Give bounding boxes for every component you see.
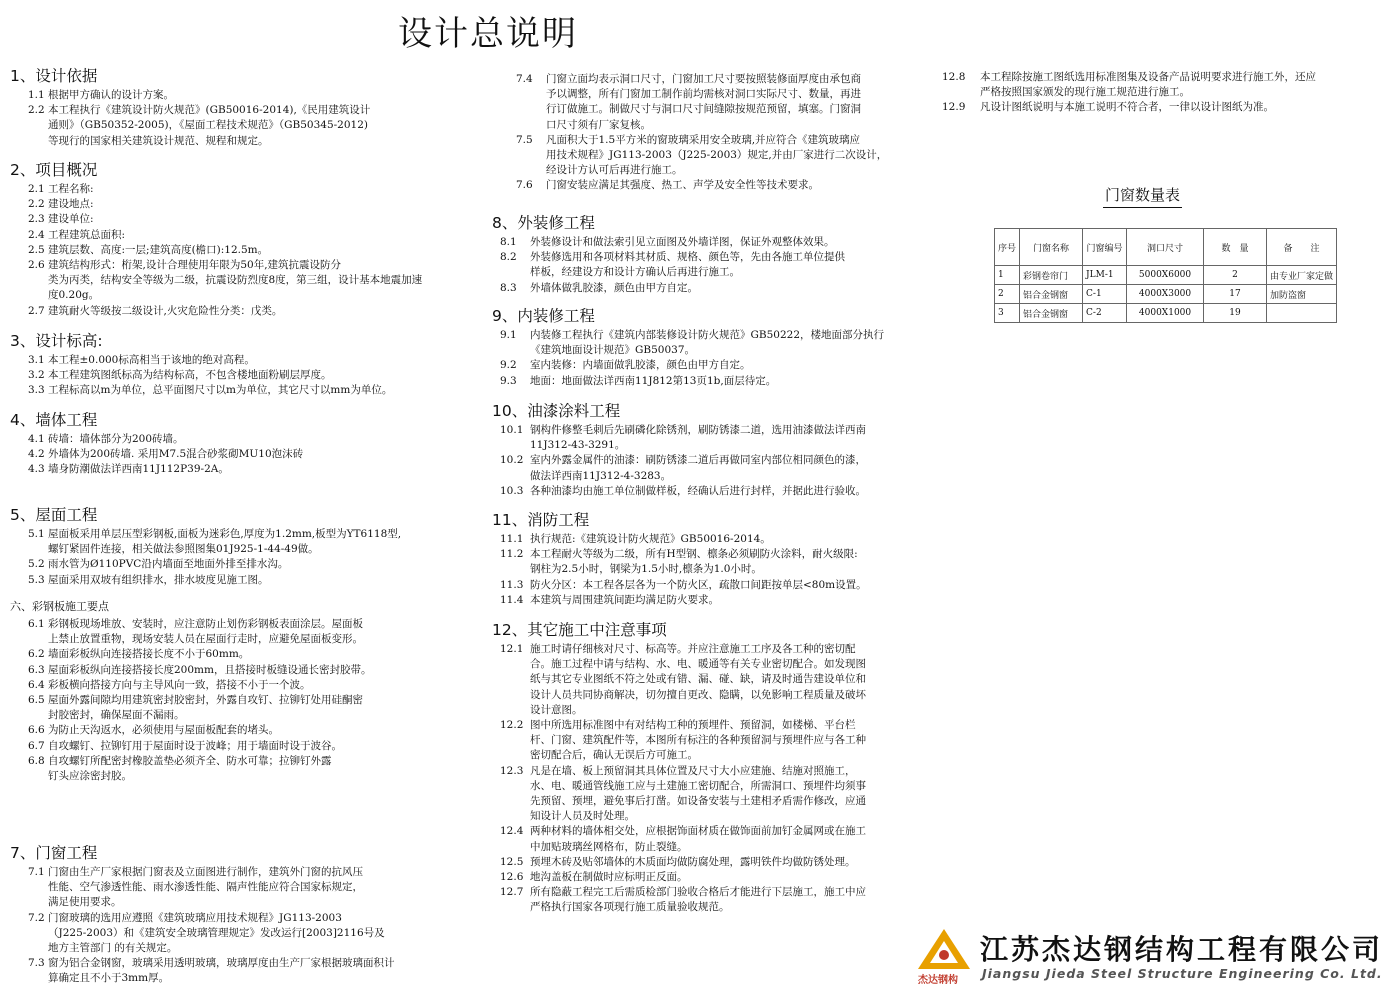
section-heading: 5、屋面工程: [10, 506, 98, 524]
item-text: 算确定且不小于3mm厚。: [48, 972, 170, 985]
section: [10, 66, 370, 149]
item-text: 口尺寸须有厂家复核。: [546, 118, 651, 131]
item-number: 2.1: [28, 183, 45, 195]
spec-item: [492, 824, 866, 854]
table-cell: 17: [1204, 285, 1267, 304]
section: [492, 213, 845, 296]
item-text: 屋面采用双坡有组织排水，排水坡度见施工图。: [48, 573, 269, 586]
item-text: 屋面板采用单层压型彩钢板,面板为迷彩色,厚度为1.2mm,板型为YT6118型,: [48, 528, 402, 540]
spec-item: [10, 368, 392, 383]
section-heading: 4、墙体工程: [10, 411, 98, 429]
item-number: 10.3: [500, 484, 524, 497]
table-cell: 2: [1204, 266, 1267, 285]
item-text: 外墙体做乳胶漆，颜色由甲方自定。: [530, 281, 698, 294]
spec-item: [10, 527, 401, 557]
item-text: 地方主管部门 的有关规定。: [48, 942, 178, 955]
section: [492, 306, 884, 389]
item-number: 10.2: [500, 454, 524, 467]
table-cell: 2: [995, 285, 1020, 304]
item-text: 两种材料的墙体相交处，应根据饰面材质在做饰面前加钉金属网或在施工: [530, 825, 866, 838]
item-number: 2.4: [28, 228, 45, 241]
table-row: [995, 285, 1337, 304]
item-number: 12.4: [500, 825, 524, 838]
section-heading: 9、内装修工程: [492, 307, 595, 325]
item-text: 屋面外露间隙均用建筑密封胶密封，外露自攻钉、拉铆钉处用硅酮密: [48, 694, 363, 707]
item-text: 门窗安装应满足其强度、热工、声学及安全性等技术要求。: [546, 179, 819, 192]
item-text: 经设计方认可后再进行施工。: [546, 164, 683, 177]
table-row: [995, 304, 1337, 323]
spec-item: [492, 532, 867, 547]
item-text: 本工程建筑图纸标高为结构标高，不包含楼地面粉刷层厚度。: [48, 369, 332, 382]
table-cell: 加防盗窗: [1267, 285, 1337, 304]
spec-item: [492, 593, 867, 608]
item-text: 为防止天沟返水，必须使用与屋面板配套的堵头。: [48, 724, 279, 737]
item-text: 室内外露金属件的油漆：刷防锈漆二道后再做同室内部位相同颜色的漆，: [530, 454, 866, 467]
item-text: 行订做施工。制做尺寸与洞口尺寸间缝隙按规范预留，填塞。门窗洞: [546, 103, 861, 116]
spec-item: [10, 663, 371, 678]
spec-item: [10, 911, 395, 957]
item-text: 自攻螺钉、拉铆钉用于屋面时设于波峰；用于墙面时设于波谷。: [48, 739, 342, 752]
spec-item: [10, 956, 395, 986]
item-text: 凡是在墙、板上预留洞其具体位置及尺寸大小应建施、结施对照施工，: [530, 764, 856, 777]
item-text: 知设计人员及时处理。: [530, 810, 635, 823]
item-number: 2.6: [28, 259, 45, 272]
item-text: 性能、空气渗透性能、雨水渗透性能、隔声性能应符合国家标规定，: [48, 881, 363, 894]
spec-item: [508, 133, 887, 179]
spec-item: [492, 281, 845, 296]
item-number: 3.2: [28, 369, 45, 382]
item-number: 12.7: [500, 886, 524, 899]
item-text: 雨水管为Ø110PVC沿内墙面至地面外排至排水沟。: [48, 558, 289, 571]
item-text: 彩钢板现场堆放、安装时，应注意防止划伤彩钢板表面涂层。屋面板: [48, 618, 363, 630]
table-cell: C-2: [1083, 304, 1127, 323]
spec-item: [10, 258, 422, 304]
item-number: 12.9: [942, 101, 966, 114]
item-number: 7.6: [516, 179, 533, 192]
item-text: 先预留、预埋，避免事后打凿。如设备安装与土建相矛盾需作修改，应通: [530, 795, 866, 808]
item-text: 屋面彩板纵向连接搭接长度200mm，且搭接时板缝设通长密封胶带。: [48, 663, 372, 676]
spec-item: [10, 182, 422, 197]
spec-item: [492, 423, 866, 453]
item-number: 11.3: [500, 578, 524, 591]
spec-item: [10, 304, 422, 319]
item-text: 外墙体为200砖墙. 采用M7.5混合砂浆砌MU10泡沫砖: [48, 448, 304, 461]
spec-item: [10, 197, 422, 212]
item-number: 10.1: [500, 424, 524, 436]
item-text: 建筑结构形式：桁架,设计合理使用年限为50年,建筑抗震设防分: [48, 259, 342, 272]
item-text: 通则》（GB50352-2005)，《屋面工程技术规范》（GB50345-2012): [48, 119, 368, 132]
item-text: 门窗立面均表示洞口尺寸，门窗加工尺寸要按照装修面厚度由承包商: [546, 73, 861, 85]
item-number: 4.1: [28, 433, 45, 445]
section: [492, 510, 867, 608]
col-header: 数 量: [1204, 229, 1267, 266]
item-text: 门窗玻璃的选用应遵照《建筑玻璃应用技术规程》JG113-2003: [48, 911, 342, 924]
item-text: 执行规范:《建筑设计防火规范》GB50016-2014。: [530, 533, 771, 545]
item-text: 螺钉紧固件连接，相关做法参照图集01J925-1-44-49做。: [48, 543, 319, 556]
item-text: 《建筑地面设计规范》GB50037。: [530, 344, 696, 357]
spec-item: [10, 212, 422, 227]
item-text: 室内装修：内墙面做乳胶漆，颜色由甲方自定。: [530, 359, 751, 372]
item-text: 外装修选用和各项材料其材质、规格、颜色等，先由各施工单位提供: [530, 251, 845, 264]
item-text: 工程名称:: [48, 183, 94, 195]
item-text: 本工程执行《建筑设计防火规范》(GB50016-2014),《民用建筑设计: [48, 104, 371, 117]
section: [10, 331, 392, 399]
col-header: 门窗名称: [1020, 229, 1083, 266]
spec-item: [492, 374, 884, 389]
item-text: 建设单位:: [48, 213, 94, 226]
item-text: 本工程±0.000标高相当于该地的绝对高程。: [48, 354, 255, 366]
item-number: 6.7: [28, 739, 45, 752]
spec-item: [508, 72, 887, 133]
spec-item: [10, 103, 370, 149]
section: [492, 401, 866, 499]
spec-item: [492, 578, 867, 593]
item-number: 11.2: [500, 548, 524, 561]
section: [10, 410, 303, 478]
table-row: [995, 266, 1337, 285]
item-number: 12.6: [500, 871, 524, 884]
item-text: 严格按照国家颁发的现行施工规范进行施工。: [980, 86, 1190, 99]
item-text: 窗为铝合金钢窗，玻璃采用透明玻璃，玻璃厚度由生产厂家根据玻璃面积计: [48, 957, 395, 970]
item-number: 3.1: [28, 354, 45, 366]
col-header: 备 注: [1267, 229, 1337, 266]
item-number: 7.4: [516, 73, 533, 85]
company-name: 江苏杰达钢结构工程有限公司: [980, 933, 1384, 966]
item-text: 外装修设计和做法索引见立面图及外墙详图，保证外观整体效果。: [530, 236, 835, 248]
item-number: 2.7: [28, 304, 45, 317]
spec-item: [10, 432, 303, 447]
item-text: 等现行的国家相关建筑设计规范、规程和规定。: [48, 134, 269, 147]
item-number: 8.3: [500, 281, 517, 294]
spec-item: [492, 764, 866, 825]
item-number: 9.1: [500, 329, 517, 341]
table-cell: [1267, 304, 1337, 323]
spec-item: [10, 573, 401, 588]
item-text: 设计人员共同协商解决，切勿擅自更改、隐瞒，以免影响工程质量及破坏: [530, 688, 866, 701]
table-cell: 1: [995, 266, 1020, 285]
item-text: 钢构件修整毛刺后先刷磷化除锈剂，刷防锈漆二道，选用油漆做法详西南: [530, 424, 866, 436]
door-window-table: [994, 228, 1337, 323]
item-number: 6.4: [28, 678, 45, 691]
item-text: 各种油漆均由施工单位制做样板，经确认后进行封样，并据此进行验收。: [530, 484, 866, 497]
table-cell: 3: [995, 304, 1020, 323]
section-heading: 2、项目概况: [10, 161, 98, 179]
item-text: 墙身防潮做法详西南11J112P39-2A。: [48, 463, 229, 476]
item-text: 门窗由生产厂家根据门窗表及立面图进行制作，建筑外门窗的抗风压: [48, 866, 363, 878]
item-number: 2.5: [28, 243, 45, 256]
item-number: 8.1: [500, 236, 517, 248]
item-number: 7.5: [516, 133, 533, 146]
item-number: 6.8: [28, 754, 45, 767]
item-text: 中加贴玻璃丝网格布，防止裂缝。: [530, 840, 688, 853]
item-text: 彩板横向搭接方向与主导风向一致，搭接不小于一个波。: [48, 678, 311, 691]
item-text: 密切配合后，确认无误后方可施工。: [530, 749, 698, 762]
item-text: 予以调整，所有门窗加工制作前均需核对洞口实际尺寸、数量，再进: [546, 88, 861, 101]
spec-item: [10, 617, 371, 647]
item-text: 工程标高以m为单位，总平面图尺寸以m为单位，其它尺寸以mm为单位。: [48, 384, 393, 397]
page-title: 设计总说明: [398, 14, 578, 54]
section-heading: 六、彩钢板施工要点: [10, 600, 109, 613]
item-text: 预埋木砖及贴邻墙体的木质面均做防腐处理，露明铁件均做防锈处理。: [530, 855, 856, 868]
item-number: 5.2: [28, 558, 45, 571]
section: [10, 843, 395, 987]
spec-item: [492, 547, 867, 577]
table-cell: 铝合金钢窗: [1020, 304, 1083, 323]
item-number: 7.1: [28, 866, 45, 878]
item-number: 12.2: [500, 719, 524, 732]
item-text: 合。施工过程中请与结构、水、电、暖通等有关专业密切配合。如发现图: [530, 658, 866, 671]
spec-item: [10, 754, 371, 784]
spec-item: [10, 447, 303, 462]
item-text: 工程建筑总面积:: [48, 228, 126, 241]
item-text: 建筑层数、高度:一层;建筑高度(檐口):12.5m。: [48, 243, 269, 256]
section-heading: 3、设计标高:: [10, 332, 103, 350]
table-cell: 19: [1204, 304, 1267, 323]
col-header: 门窗编号: [1083, 229, 1127, 266]
table-cell: C-1: [1083, 285, 1127, 304]
spec-item: [10, 739, 371, 754]
item-number: 6.6: [28, 724, 45, 737]
section-heading: 8、外装修工程: [492, 214, 595, 232]
item-text: 地沟盖板在制做时应标明正反面。: [530, 871, 688, 884]
spec-item: [10, 383, 392, 398]
spec-item: [10, 557, 401, 572]
item-number: 5.3: [28, 573, 45, 586]
item-text: 设计意图。: [530, 703, 583, 716]
item-number: 4.3: [28, 463, 45, 476]
item-text: 凡面积大于1.5平方米的窗玻璃采用安全玻璃,并应符合《建筑玻璃应: [546, 133, 861, 146]
section-heading: 1、设计依据: [10, 67, 98, 85]
spec-item: [10, 228, 422, 243]
spec-item: [10, 723, 371, 738]
spec-item: [10, 243, 422, 258]
item-text: 类为丙类，结构安全等级为二级，抗震设防烈度8度，第三组，设计基本地震加速: [48, 274, 423, 287]
item-text: 本工程耐火等级为二级，所有H型钢、檩条必须刷防火涂料，耐火级限:: [530, 548, 858, 561]
item-text: 施工时请仔细核对尺寸、标高等。并应注意施工工序及各工种的密切配: [530, 643, 856, 655]
item-text: 度0.20g。: [48, 289, 100, 302]
section: [10, 599, 371, 784]
logo-text: 杰达钢构: [918, 975, 958, 986]
spec-item: [492, 870, 866, 885]
item-number: 6.2: [28, 648, 45, 661]
spec-item: [10, 88, 370, 103]
item-text: 本建筑与周围建筑间距均满足防火要求。: [530, 593, 719, 606]
item-number: 7.3: [28, 957, 45, 970]
item-text: 水、电、暖通管线施工应与土建施工密切配合，所需洞口、预埋件均须事: [530, 779, 866, 792]
item-text: 防火分区：本工程各层各为一个防火区，疏散口间距按单层<80m设置。: [530, 578, 867, 591]
item-number: 12.3: [500, 764, 524, 777]
spec-item: [10, 353, 392, 368]
col-header: 洞口尺寸: [1127, 229, 1204, 266]
item-number: 3.3: [28, 384, 45, 397]
item-number: 4.2: [28, 448, 45, 461]
item-number: 6.5: [28, 694, 45, 707]
item-number: 5.1: [28, 528, 45, 540]
spec-item: [492, 642, 866, 718]
item-text: 封胶密封，确保屋面不漏雨。: [48, 709, 185, 722]
item-text: 上禁止放置重物，现场安装人员在屋面行走时，应避免屋面板变形。: [48, 633, 363, 646]
section-heading: 12、其它施工中注意事项: [492, 621, 667, 639]
spec-item: [492, 358, 884, 373]
spec-item: [10, 678, 371, 693]
item-text: 纸与其它专业图纸不符之处或有错、漏、碰、缺，请及时通告建设单位和: [530, 673, 866, 686]
spec-item: [10, 865, 395, 911]
section-heading: 7、门窗工程: [10, 844, 98, 862]
col-header: 序号: [995, 229, 1020, 266]
item-text: 建设地点:: [48, 198, 94, 211]
section: [492, 620, 866, 916]
spec-item: [492, 235, 845, 250]
item-number: 7.2: [28, 911, 45, 924]
item-text: 所有隐蔽工程完工后需质检部门验收合格后才能进行下层施工，施工中应: [530, 886, 866, 899]
section-heading: 10、油漆涂料工程: [492, 402, 621, 420]
spec-item: [508, 178, 887, 193]
spec-item: [10, 462, 303, 477]
spec-item: [492, 484, 866, 499]
section: [10, 160, 422, 319]
item-text: 地面：地面做法详西南11J812第13页1b,面层待定。: [530, 374, 777, 387]
item-text: 用技术规程》JG113-2003（J225-2003）规定,并由厂家进行二次设计，: [546, 149, 888, 162]
item-text: 内装修工程执行《建筑内部装修设计防火规范》GB50222，楼地面部分执行: [530, 329, 885, 341]
company-name-en: Jiangsu Jieda Steel Structure Engineering Co. Ltd.: [982, 966, 1383, 981]
item-text: 自攻螺钉所配密封橡胶盖垫必须齐全、防水可靠；拉铆钉外露: [48, 754, 332, 767]
table-cell: 由专业厂家定做: [1267, 266, 1337, 285]
item-number: 6.3: [28, 663, 45, 676]
item-number: 12.1: [500, 643, 524, 655]
item-text: 做法详西南11J312-4-3283。: [530, 469, 672, 482]
door-table-title: 门窗数量表: [1103, 184, 1182, 208]
spec-item: [942, 100, 1316, 115]
item-number: 2.2: [28, 104, 45, 117]
item-text: 墙面彩板纵向连接搭接长度不小于60mm。: [48, 648, 250, 661]
spec-item: [492, 250, 845, 280]
spec-item: [10, 647, 371, 662]
item-text: 凡设计图纸说明与本施工说明不符合者，一律以设计图纸为准。: [980, 101, 1274, 114]
section: [508, 72, 887, 194]
item-number: 11.4: [500, 593, 524, 606]
item-text: 严格执行国家各项现行施工质量验收规范。: [530, 901, 730, 914]
item-text: 杆、门窗、建筑配件等，本图所有标注的各种预留洞与预埋件应与各工种: [530, 734, 866, 747]
item-number: 2.2: [28, 198, 45, 211]
section-heading: 11、消防工程: [492, 511, 590, 529]
item-number: 9.3: [500, 374, 517, 387]
spec-item: [10, 693, 371, 723]
table-cell: 4000X1000: [1127, 304, 1204, 323]
item-text: 满足使用要求。: [48, 896, 122, 909]
spec-item: [492, 855, 866, 870]
table-header-row: [995, 229, 1337, 266]
table-cell: 5000X6000: [1127, 266, 1204, 285]
item-number: 1.1: [28, 89, 45, 101]
spec-item: [492, 885, 866, 915]
item-number: 12.8: [942, 71, 966, 83]
spec-item: [492, 328, 884, 358]
item-number: 11.1: [500, 533, 524, 545]
section: [10, 505, 401, 588]
spec-item: [492, 453, 866, 483]
item-text: 砖墙：墙体部分为200砖墙。: [48, 433, 184, 445]
item-number: 9.2: [500, 359, 517, 372]
table-cell: 铝合金钢窗: [1020, 285, 1083, 304]
table-cell: 彩钢卷帘门: [1020, 266, 1083, 285]
item-number: 12.5: [500, 855, 524, 868]
spec-item: [942, 70, 1316, 100]
item-text: 样板，经建设方和设计方确认后再进行施工。: [530, 266, 740, 279]
item-text: 图中所选用标准图中有对结构工种的预埋件、预留洞，如楼梯、平台栏: [530, 719, 856, 732]
item-text: 钢柱为2.5小时，钢梁为1.5小时,檩条为1.0小时。: [530, 563, 762, 576]
item-text: 根据甲方确认的设计方案。: [48, 89, 174, 101]
spec-item: [492, 718, 866, 764]
item-text: （J225-2003）和《建筑安全玻璃管理规定》发改运行[2003]2116号及: [48, 926, 385, 939]
section: [942, 70, 1316, 116]
item-number: 6.1: [28, 618, 45, 630]
item-number: 2.3: [28, 213, 45, 226]
item-number: 8.2: [500, 251, 517, 264]
item-text: 11J312-43-3291。: [530, 439, 626, 452]
item-text: 本工程除按施工图纸选用标准图集及设备产品说明要求进行施工外，还应: [980, 71, 1316, 83]
item-text: 建筑耐火等级按二级设计,火灾危险性分类：戊类。: [48, 304, 283, 317]
table-cell: 4000X3000: [1127, 285, 1204, 304]
item-text: 钉头应涂密封胶。: [48, 770, 132, 783]
table-cell: JLM-1: [1083, 266, 1127, 285]
